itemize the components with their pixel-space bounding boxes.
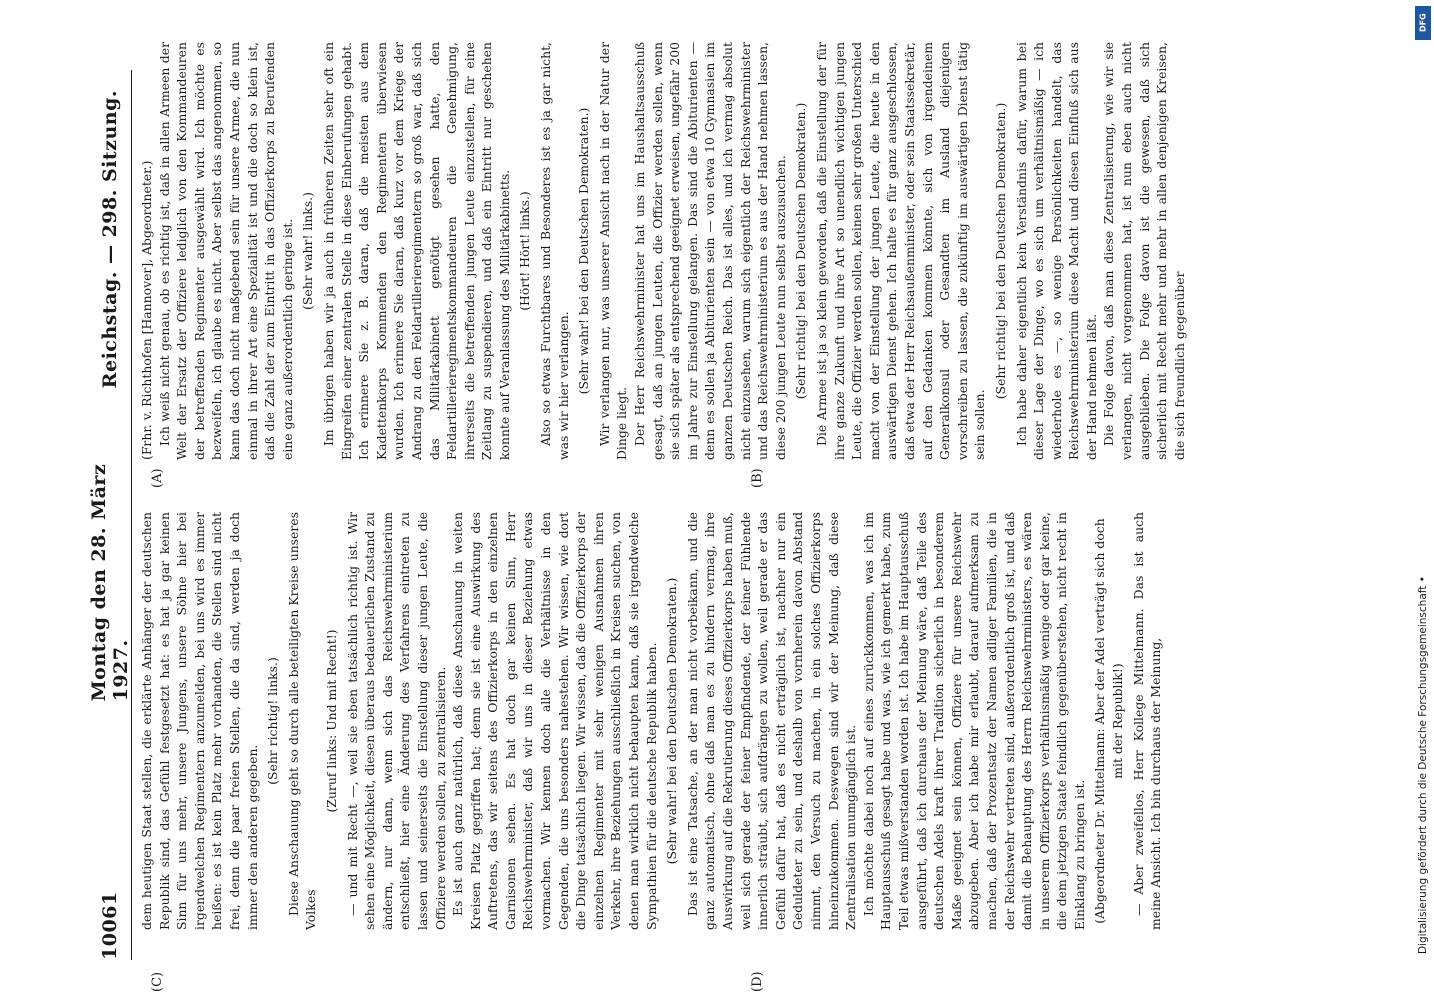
session-date: Montag den 28. März 1927. [88,463,132,702]
paragraph: Im übrigen haben wir ja auch in früheren Zeiten sehr oft ein Eingreifen einer zentralen Stelle in diese Einberufungen gehabt. Ich erinnere Sie z. B. daran, daß die meisten aus dem Kadettenkorps Kommenden den Regimentern überwiesen wurden. Ich erinnere Sie daran, daß kurz vor dem Kriege der Andrang zu den Feldartillerieregimentern so groß war, daß sich das Militärkabinett genötigt gesehen hatte, den Feldartillerieregimentskommandeuren die Genehmigung, ihrerseits die betreffenden jungen Leute einzustellen, für eine Zeitlang zu suspendieren, und daß ein Eintritt nur geschehen konnte auf Veranlassung des Militärkabinetts. [320,42,512,460]
interjection: (Hört! Hört! links.) [517,191,533,311]
interjection: (Sehr wahr! bei den Deutschen Demokraten.) [576,107,592,395]
paragraph: Die Armee ist ja so klein geworden, daß die Einstellung der für ihre ganze Zukunft und ihre Art so unendlich wichtigen jungen Leute, die Offizier werden sollen, keinen sehr großen Unterschied macht von der Einstellung der jungen Leute, die heute in den auswärtigen Dienst gehen. Ich halte es für ganz ausgeschlossen, daß etwa der Herr Reichsaußenminister, oder sein Staatssekretär, auf den Gedanken kommen könnte, sich von irgendeinem Generalkonsul oder Gesandten im Ausland diejenigen vorschreiben zu lassen, die zukünftig im auswärtigen Dienst tätig sein sollen. [813,42,988,460]
paragraph: Wir verlangen nur, was unserer Ansicht nach in der Natur der Dinge liegt. [596,42,630,460]
page-number: 10061 [99,891,121,960]
rotated-document-page [90,40,1410,1000]
digitization-credit-strip [1412,6,1434,994]
interjection: (Sehr wahr! links.) [300,192,316,310]
interjection: (Abgeordneter Dr. Mittelmann: Aber der Adel verträgt sich doch mit der Republik!) [1092,518,1126,924]
paragraph: Die Folge davon, daß man diese Zentralisierung, wie wir sie verlangen, nicht vorgenommen hat, ist nun eben auch nicht ausgeblieben. Die Folge davon ist die gewesen, daß sich sicherlich mit Recht mehr und mehr in allen denjenigen Kreisen, die sich freundlich gegenüber [1101,42,1187,460]
paragraph: Das ist eine Tatsache, an der man nicht vorbeikann, und die ganz automatisch, ohne daß man es zu hindern vermag, ihre Auswirkung auf die Rekrutierung dieses Offizierkorps haben muß, weil sich gerade der feiner Empfindende, der feiner Fühlende innerlich sträubt, sich aufdrängen zu wollen, weil gerade er das Gefühl dafür hat, daß es nicht erträglich ist, nachher nur ein Geduldeter zu sein, und deshalb von vornherein davon Abstand nimmt, den Versuch zu machen, in ein solches Offizierkorps hineinzukommen. Deswegen sind wir der Meinung, daß diese Zentralisation unumgänglich ist. [684,512,859,930]
paragraph: Diese Anschauung geht so durch alle beteiligten Kreise unseres Volkes [285,512,319,930]
left-text-column [138,42,1400,460]
paragraph: — Aber zweifellos, Herr Kollege Mittelmann. Das ist auch meine Ansicht. Ich bin durchaus der Meinung, [1130,512,1164,930]
interjection: (Sehr wahr! bei den Deutschen Demokraten.) [664,577,680,865]
paragraph: Also so etwas Furchtbares und Besonderes ist es ja gar nicht, was wir hier verlangen. [538,42,571,460]
paragraph: Ich weiß nicht genau, ob es richtig ist, daß in allen Armeen der Welt der Ersatz der Offiziere lediglich von den Kommandeuren der betreffenden Regimenter ausgewählt wird. Ich möchte es bezweifeln, ich glaube es nicht. Aber selbst das angenommen, so kann das doch nicht maßgebend sein für unsere Armee, die nun einmal in ihrer Art eine Spezialität ist und die doch so klein ist, daß die Zahl der zum Eintritt in das Offizierkorps zu Berufenden eine ganz außerordentlich geringe ist. [156,42,295,460]
digitization-credit-text: Digitalisierung gefördert durch die Deutsche Forschungsgemeinschaft • [1417,576,1429,954]
interjection: (Sehr richtig! links.) [265,657,281,785]
interjection: (Sehr richtig! bei den Deutschen Demokraten.) [992,102,1008,400]
header-rule [131,70,132,960]
margin-mark-b: (B) [750,468,765,488]
margin-mark-d: (D) [750,971,765,992]
paragraph: Ich habe daher eigentlich kein Verständnis dafür, warum bei dieser Lage der Dinge, wo es sich um verhältnismäßig — ich wiederhole es —, so wenige Persönlichkeiten handelt, das Reichswehrministerium diese Macht und diesen Einfluß sich aus der Hand nehmen läßt. [1013,42,1099,460]
paragraph: Es ist auch ganz natürlich, daß diese Anschauung in weiten Kreisen Platz gegriffen hat; denn sie ist eine Auswirkung des Auftretens, das wir seitens des Offizierkorps in den einzelnen Garnisonen sehen. Es hat doch gar keinen Sinn, Herr Reichswehrminister, daß wir uns in dieser Beziehung etwas vormachen. Wir kennen doch alle die Verhältnisse in den Gegenden, die uns besonders nahestehen. Wir wissen, wie dort die Dinge tatsächlich liegen. Wir wissen, daß die Offizierkorps der einzelnen Regimenter mit sehr wenigen Ausnahmen ihren Verkehr, ihre Beziehungen ausschließlich in Kreisen suchen, von denen man wirklich nicht behaupten kann, daß sie irgendwelche Sympathien für die deutsche Republik haben. [450,512,659,930]
paragraph: Ich möchte dabei noch auf eines zurückkommen, was ich im Hauptausschuß gesagt habe und was, wie ich gemerkt habe, zum Teil etwas mißverstanden worden ist. Ich habe im Hauptausschuß ausgeführt, daß ich durchaus der Meinung wäre, daß Teile des deutschen Adels kraft ihrer Tradition sicherlich in besonderem Maße geeignet sein können, Offiziere für unsere Reichswehr abzugeben. Aber ich habe mir erlaubt, darauf aufmerksam zu machen, daß der Prozentsatz der Namen adliger Familien, die in der Reichswehr vertreten sind, außerordentlich groß ist, und daß damit die Behauptung des Herrn Reichswehrministers, es wären in unserem Offizierkorps verhältnismäßig wenige oder gar keine, die dem jetzigen Staate feindlich gegenüberstehen, nicht recht in Einklang zu bringen ist. [860,512,1087,930]
margin-mark-c: (C) [150,971,165,992]
interjection: (Zuruf links: Und mit Recht!) [323,629,339,813]
right-text-column [138,512,1400,930]
dfg-logo: DFG [1415,6,1431,40]
session-title: Reichstag. — 298. Sitzung. [99,89,121,389]
paragraph: Der Herr Reichswehrminister hat uns im Haushaltsausschuß gesagt, daß an jungen Leuten, die Offizier werden sollen, wenn sie sich später als entsprechend geeignet erweisen, ungefähr 200 im Jahre zur Einstellung gelangen. Das sind die Abiturienten — denn es sollen ja Abiturienten sein — von etwa 10 Gymnasien im ganzen Deutschen Reich. Das ist alles, und ich vermag absolut nicht einzusehen, warum sich eigentlich der Reichswehrminister und das Reichswehrministerium es aus der Hand nehmen lassen, diese 200 jungen Leute nun selbst auszusuchen. [632,42,788,460]
page-header [90,70,130,960]
paragraph: dem heutigen Staat stellen, die erklärte Anhänger der deutschen Republik sind, das Gefühl festgesetzt hat: es hat ja gar keinen Sinn für uns mehr, unsere Jungens, unsere Söhne hier bei irgendwelchen Regimentern anzumelden, bei uns wird es immer heißen: es ist kein Platz mehr vorhanden, die Stellen sind nicht frei, denn die paar freien Stellen, die da sind, werden ja doch immer den anderen gegeben. [139,512,260,930]
paragraph: — und mit Recht —, weil sie eben tatsächlich richtig ist. Wir sehen eine Möglichkeit, diesen überaus bedauerlichen Zustand zu ändern, nur dann, wenn sich das Reichswehrministerium entschließt, hier eine Änderung des Verfahrens eintreten zu lassen und seinerseits die Einstellung dieser jungen Leute, die Offiziere werden sollen, zu zentralisieren. [344,512,448,930]
interjection: (Sehr richtig! bei den Deutschen Demokraten.) [793,102,809,400]
margin-mark-a: (A) [150,468,165,488]
interjection: (Frhr. v. Richthofen [Hannover], Abgeordneter.) [139,160,154,460]
